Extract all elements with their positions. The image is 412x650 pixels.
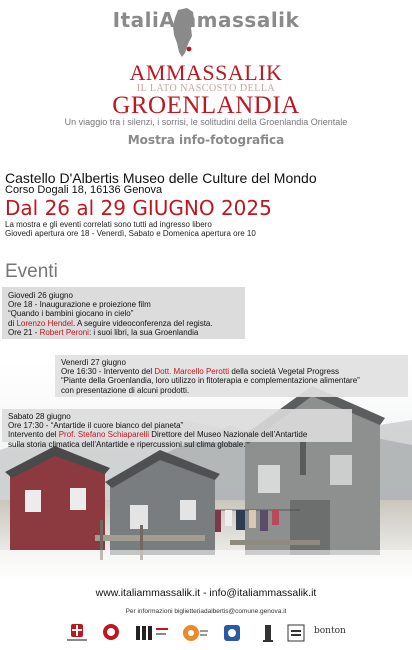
text: Intervento del [8,430,59,440]
speaker-name: Prof. Stefano Schiaparelli [58,430,149,440]
event-line [8,328,239,337]
event-line: sulla storia climatica dell’Antartide e ripercussioni sul clima globale. [8,439,246,449]
partner-blue-icon [220,622,244,644]
speaker-name: Dott. Marcello Perotti [154,367,230,377]
text: Ore 16:30 - Intervento del [61,367,155,377]
events-heading: Eventi [5,261,58,282]
event-date: Venerdì 27 giugno [61,358,126,367]
event-line [8,430,346,439]
musei-genova-icon [134,622,170,644]
partner-flower-icon [180,622,210,644]
website-and-email[interactable]: www.italiammassalik.it - info@italiammassalik.it [95,587,317,599]
speaker-name: Lorenzo Hendel [16,318,73,328]
logo [0,8,412,32]
event-line: “Piante della Groenlandia, loro utilizzo in fitoterapia e complementazione alimentare” [61,376,360,386]
speaker-name: Robert Peroni [39,327,89,337]
event-line: Ore 18 - Inaugurazione e proiezione film [8,300,151,310]
event-date: Giovedì 26 giugno [8,291,73,300]
exhibition-dates: Dal 26 al 29 GIUGNO 2025 [5,196,272,220]
event-line: con presentazione di alcuni prodotti. [61,385,190,395]
event-line [8,319,239,328]
partner-box-icon [286,622,306,644]
event-line: Ore 17:30 - “Antartide il cuore bianco del pianeta” [8,421,184,431]
event-line: “Quando i bambini giocano in cielo” [8,309,134,319]
comune-genova-crest-icon [64,622,90,644]
partner-logo-icon [98,622,124,644]
text: di [8,318,17,328]
text: . A seguire videoconferenza del regista. [72,318,213,328]
text: : i suoi libri, la sua Groenlandia [88,327,199,337]
event-giovedi [2,287,245,339]
bonton-logo: bonton [314,626,346,636]
title-ammassalik: AMMASSALIK [129,60,283,85]
mostra-label: Mostra info-fotografica [127,133,285,147]
venue-name: Castello D'Albertis Museo delle Culture del Mondo [5,170,317,186]
partner-tower-icon [260,622,276,644]
title-subline: IL LATO NASCOSTO DELLA [136,83,276,94]
info-email[interactable]: Per informazioni biglietteriadalbertis@comune.genova.it [125,608,287,615]
event-sabato [2,409,352,449]
opening-hours-note: Giovedì apertura ore 18 - Venerdì, Sabato e Domenica apertura ore 10 [5,229,256,238]
text: della società Vegetal Progress [229,367,339,377]
entry-note: La mostra e gli eventi correlati sono tutti ad ingresso libero [5,220,212,229]
event-venerdi [55,355,408,397]
text: Direttore del Museo Nazionale dell’Antartide [148,430,308,440]
event-date: Sabato 28 giugno [8,412,71,421]
title-groenlandia: GROENLANDIA [112,92,300,119]
venue-address: Corso Dogali 18, 16136 Genova [5,184,163,196]
text: Ore 21 - [8,327,40,337]
logo-text: ItaliAmmassalik [112,8,300,32]
tagline: Un viaggio tra i silenzi, i sorrisi, le solitudini della Groenlandia Orientale [64,117,348,127]
sponsor-logos [64,622,354,644]
event-line [61,367,402,376]
